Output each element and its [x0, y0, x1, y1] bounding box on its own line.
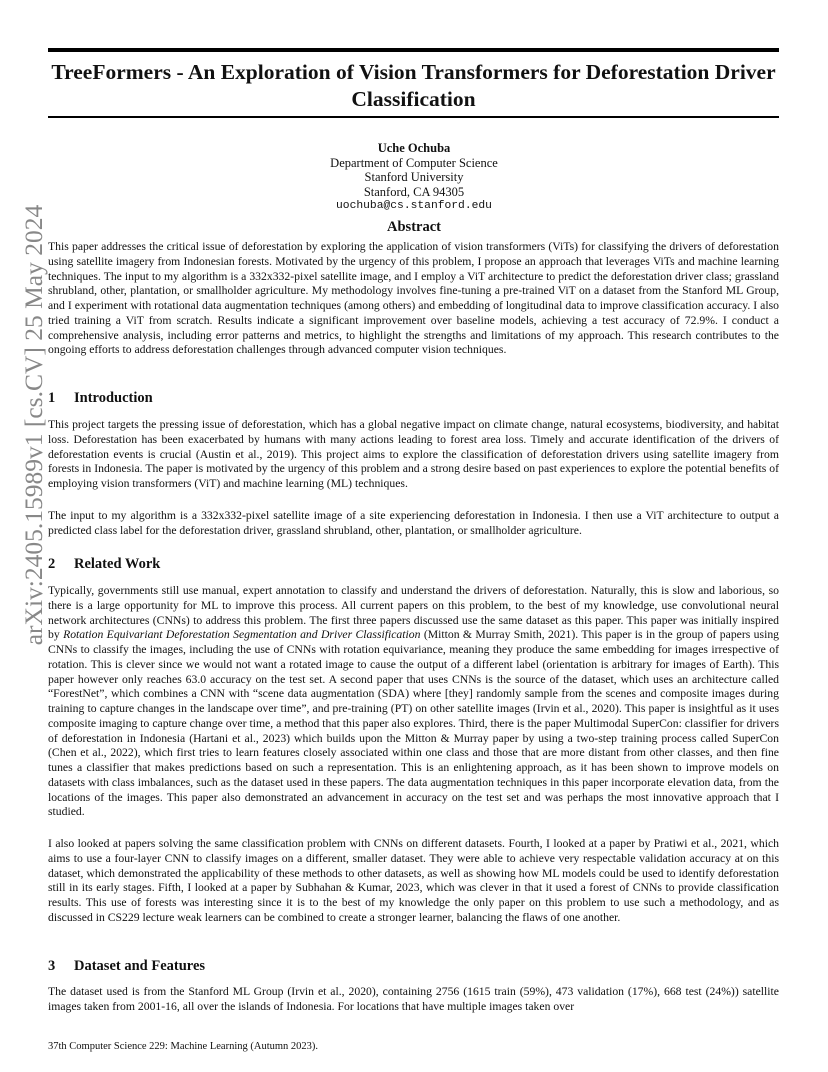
author-university: Stanford University [364, 170, 464, 185]
section-title: Introduction [74, 390, 153, 406]
section-introduction-heading [48, 390, 153, 407]
section-number: 2 [48, 556, 56, 572]
author-block [200, 141, 628, 214]
author-department: Department of Computer Science [330, 155, 498, 170]
author-name: Uche Ochuba [377, 141, 451, 155]
section-number: 1 [48, 390, 56, 406]
section-number: 3 [48, 958, 56, 974]
footer-note: 37th Computer Science 229: Machine Learning (Autumn 2023). [48, 1041, 319, 1052]
intro-paragraph-1: This project targets the pressing issue of deforestation, which has a global negative impact on climate change, natural ecosystems, biodiversity, and habitat loss. Deforestation has been exacerbated by humans with many actions leading to forest area loss. Timely and accurate identification of the drivers of deforestation events is crucial (Austin et al., 2019). This project aims to explore the classification of deforestation drivers using satellite imagery from forests in Indonesia. The paper is motivated by the urgency of this problem and a strong desire based on past experiences to explore the potential benefits of employing vision transformers (ViT) and machine learning (ML) techniques. [48, 418, 779, 490]
abstract-body: This paper addresses the critical issue of deforestation by exploring the application of vision transformers (ViTs) for classifying the drivers of deforestation using satellite imagery from Indonesian forests. Motivated by the urgency of this problem, I propose an approach that leverages ViTs and machine learning techniques. The input to my algorithm is a 332x332-pixel satellite image, and I employ a ViT architecture to predict the deforestation driver class; grassland shrubland, other, plantation, or smallholder agriculture. My methodology involves fine-tuning a pre-trained ViT on a dataset from the Stanford ML Group, and I experiment with rotational data augmentation techniques (among others) and embedding of longitudinal data to improve classification accuracy. I also tried training a ViT from scratch. Results indicate a significant improvement over baseline models, achieving a test accuracy of 72.9%. I conduct a comprehensive analysis, including error patterns and metrics, to highlight the strengths and limitations of my approach. This research contributes to the ongoing efforts to address deforestation challenges through advanced computer vision techniques. [48, 240, 779, 357]
abstract-heading: Abstract [387, 219, 441, 235]
intro-paragraph-2: The input to my algorithm is a 332x332-pixel satellite image of a site experiencing deforestation in Indonesia. I then use a ViT architecture to output a predicted class label for the deforestation driver, grassland shrubland, other, plantation, or smallholder agriculture. [48, 509, 779, 537]
related-work-paragraph-1: Typically, governments still use manual, expert annotation to classify and understand the drivers of deforestation. Naturally, this is slow and laborious, so there is a large opportunity for ML to improve this process. All current papers on this problem, to the best of my knowledge, use convolutional neural network architectures (CNNs) to address this problem. The first three papers discussed use the same dataset as this paper. This paper was initially inspired by Rotation Equivariant Deforestation Segmentation and Driver Classification (Mitton & Murray Smith, 2021). This paper is in the group of papers using CNNs to classify the images, including the use of CNNs with rotation equivariance, meaning they produce the same embedding for images irrespective of rotation. This is clever since we would not want a rotated image to cause the output of a different label (orientation is arbitrary for images of Earth). This paper however only reaches 63.0 accuracy on the test set. A second paper that uses CNNs is the source of the dataset, which uses an architecture called “ForestNet”, which combines a CNN with “scene data augmentation (SDA) where [they] randomly sample from the scenes and composite images during training to capture changes in the landscape over time”, and pre-training (PT) on other satellite images (Irvin et al., 2020). This paper is insightful as it uses composite imaging to capture change over time, a method that this paper also explores. Third, there is the paper Multimodal SuperCon: classifier for drivers of deforestation in Indonesia (Hartani et al., 2023) which builds upon the Mitton & Murray paper by using a two-step training process called SuperCon (Chen et al., 2022), which first tries to learn features closely associated within one class and those that are more distant from other classes, and then fine tunes a classifier that makes predictions based on such a representation. This is an enlightening approach, as it has been shown to improve models on datasets with class imbalances, such as the dataset used in these papers. The data augmentation techniques in this paper incorporate elevation data, from the locations of the images. This paper also demonstrated an advancement in accuracy on the test set and was perhaps the most innovative approach that I studied. [48, 584, 780, 819]
author-address: Stanford, CA 94305 [363, 184, 465, 199]
title-top-rule [48, 48, 779, 52]
author-email: uochuba@cs.stanford.edu [336, 200, 492, 213]
section-title: Dataset and Features [74, 958, 206, 974]
section-related-work-heading [48, 556, 160, 573]
related-work-paragraph-2: I also looked at papers solving the same classification problem with CNNs on different datasets. Fourth, I looked at a paper by Pratiwi et al., 2021, which aims to use a four-layer CNN to classify images on a different, smaller dataset. They were able to achieve very respectable validation accuracy at on this dataset, which demonstrated the applicability of these methods to other datasets, as well as showing how ML models could be used to identify deforestation still in its early stages. Fifth, I looked at a paper by Subhahan & Kumar, 2023, which was clever in that it used a forest of CNNs to provide classification results. This use of forests was interesting since it is to the best of my knowledge the only paper on this problem to use such a methodology, and as discussed in CS229 lecture weak learners can be combined to create a stronger learner, balancing the flaws of one another. [48, 837, 779, 924]
section-dataset-heading [48, 958, 205, 975]
paper-title: TreeFormers - An Exploration of Vision Transformers for Deforestation Driver Classification [51, 60, 776, 111]
cited-paper-title: Rotation Equivariant Deforestation Segmentation and Driver Classification [63, 628, 421, 642]
arxiv-stamp: arXiv:2405.15989v1 [cs.CV] 25 May 2024 [19, 204, 48, 646]
section-title: Related Work [74, 556, 161, 572]
title-bottom-rule [48, 116, 779, 118]
dataset-paragraph-1: The dataset used is from the Stanford ML Group (Irvin et al., 2020), containing 2756 (1615 train (59%), 473 validation (17%), 668 test (24%)) satellite images taken from 2001-16, all over the islands of Indonesia. For locations that have multiple images taken over [48, 985, 779, 1013]
